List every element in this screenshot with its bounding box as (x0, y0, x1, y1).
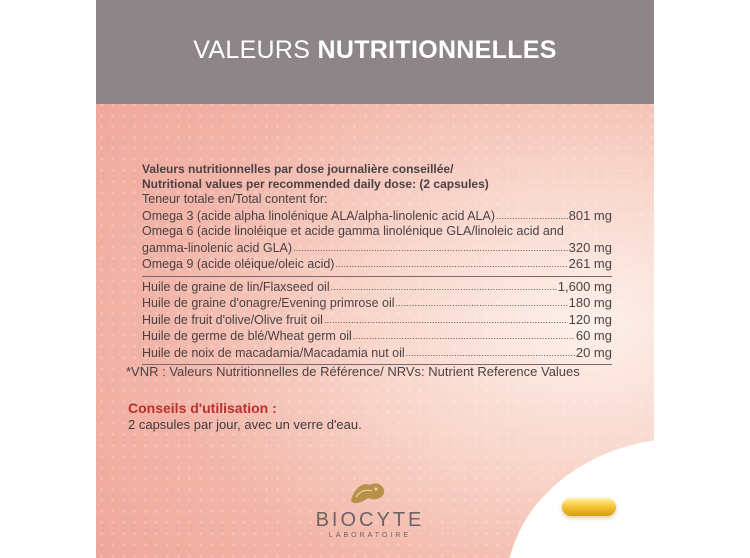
brand-name: BIOCYTE (315, 509, 425, 531)
oil-value: 120 mg (568, 311, 612, 327)
footnote: *VNR : Valeurs Nutritionnelles de Référence/ NRVs: Nutrient Reference Values (126, 364, 580, 379)
softgel-capsule-icon (562, 498, 616, 516)
oil-row-primrose (142, 295, 612, 312)
page-title (96, 36, 654, 65)
oil-row-wheatgerm (142, 328, 612, 345)
leader-dots (353, 328, 575, 339)
header-bar (96, 0, 654, 104)
leader-dots (293, 240, 568, 251)
oil-row-flaxseed (142, 279, 612, 296)
oil-row-macadamia (142, 345, 612, 362)
leader-dots (396, 295, 568, 306)
leader-dots (406, 345, 575, 356)
omega9-row (142, 256, 612, 273)
leader-dots (496, 208, 568, 219)
leader-dots (324, 312, 568, 323)
oil-row-olive (142, 312, 612, 329)
omega6-label: gamma-linolenic acid GLA) (142, 240, 293, 255)
nutrition-table (142, 162, 612, 367)
oil-label: Huile de graine d'onagre/Evening primrose oil (142, 296, 395, 310)
leader-dots (331, 279, 557, 290)
nutrition-panel (96, 0, 654, 558)
omega6-value: 320 mg (568, 239, 612, 255)
leader-dots (335, 256, 567, 267)
omega3-row (142, 208, 612, 225)
biocyte-logo-icon (348, 479, 388, 505)
oil-label: Huile de fruit d'olive/Olive fruit oil (142, 312, 323, 327)
oil-value: 180 mg (568, 295, 612, 310)
omega3-value: 801 mg (568, 207, 612, 223)
omega9-value: 261 mg (568, 256, 612, 271)
oil-label: Huile de germe de blé/Wheat germ oil (142, 329, 352, 343)
oil-value: 1,600 mg (557, 278, 612, 294)
omega3-label: Omega 3 (acide alpha linolénique ALA/alpha-linolenic acid ALA) (142, 208, 496, 223)
total-content-label: Teneur totale en/Total content for: (142, 192, 328, 206)
intro-en: Nutritional values per recommended daily dose: (2 capsules) (142, 177, 489, 191)
oil-value: 60 mg (575, 328, 612, 343)
oil-label: Huile de graine de lin/Flaxseed oil (142, 279, 330, 294)
oil-label: Huile de noix de macadamia/Macadamia nut oil (142, 345, 405, 360)
divider (142, 276, 612, 277)
oil-value: 20 mg (575, 344, 612, 360)
title-bold: NUTRITIONNELLES (317, 36, 557, 64)
usage-title: Conseils d'utilisation : (128, 400, 277, 416)
omega6-first-line: Omega 6 (acide linoléique et acide gamma linolénique GLA/linoleic acid and (142, 224, 564, 238)
omega6-row (142, 240, 612, 257)
intro-fr: Valeurs nutritionnelles par dose journalière conseillée/ (142, 162, 454, 176)
omega9-label: Omega 9 (acide oléique/oleic acid) (142, 257, 335, 271)
title-light: VALEURS (193, 36, 311, 64)
brand-subtitle: LABORATOIRE (328, 532, 412, 539)
usage-text: 2 capsules par jour, avec un verre d'eau. (128, 417, 362, 432)
